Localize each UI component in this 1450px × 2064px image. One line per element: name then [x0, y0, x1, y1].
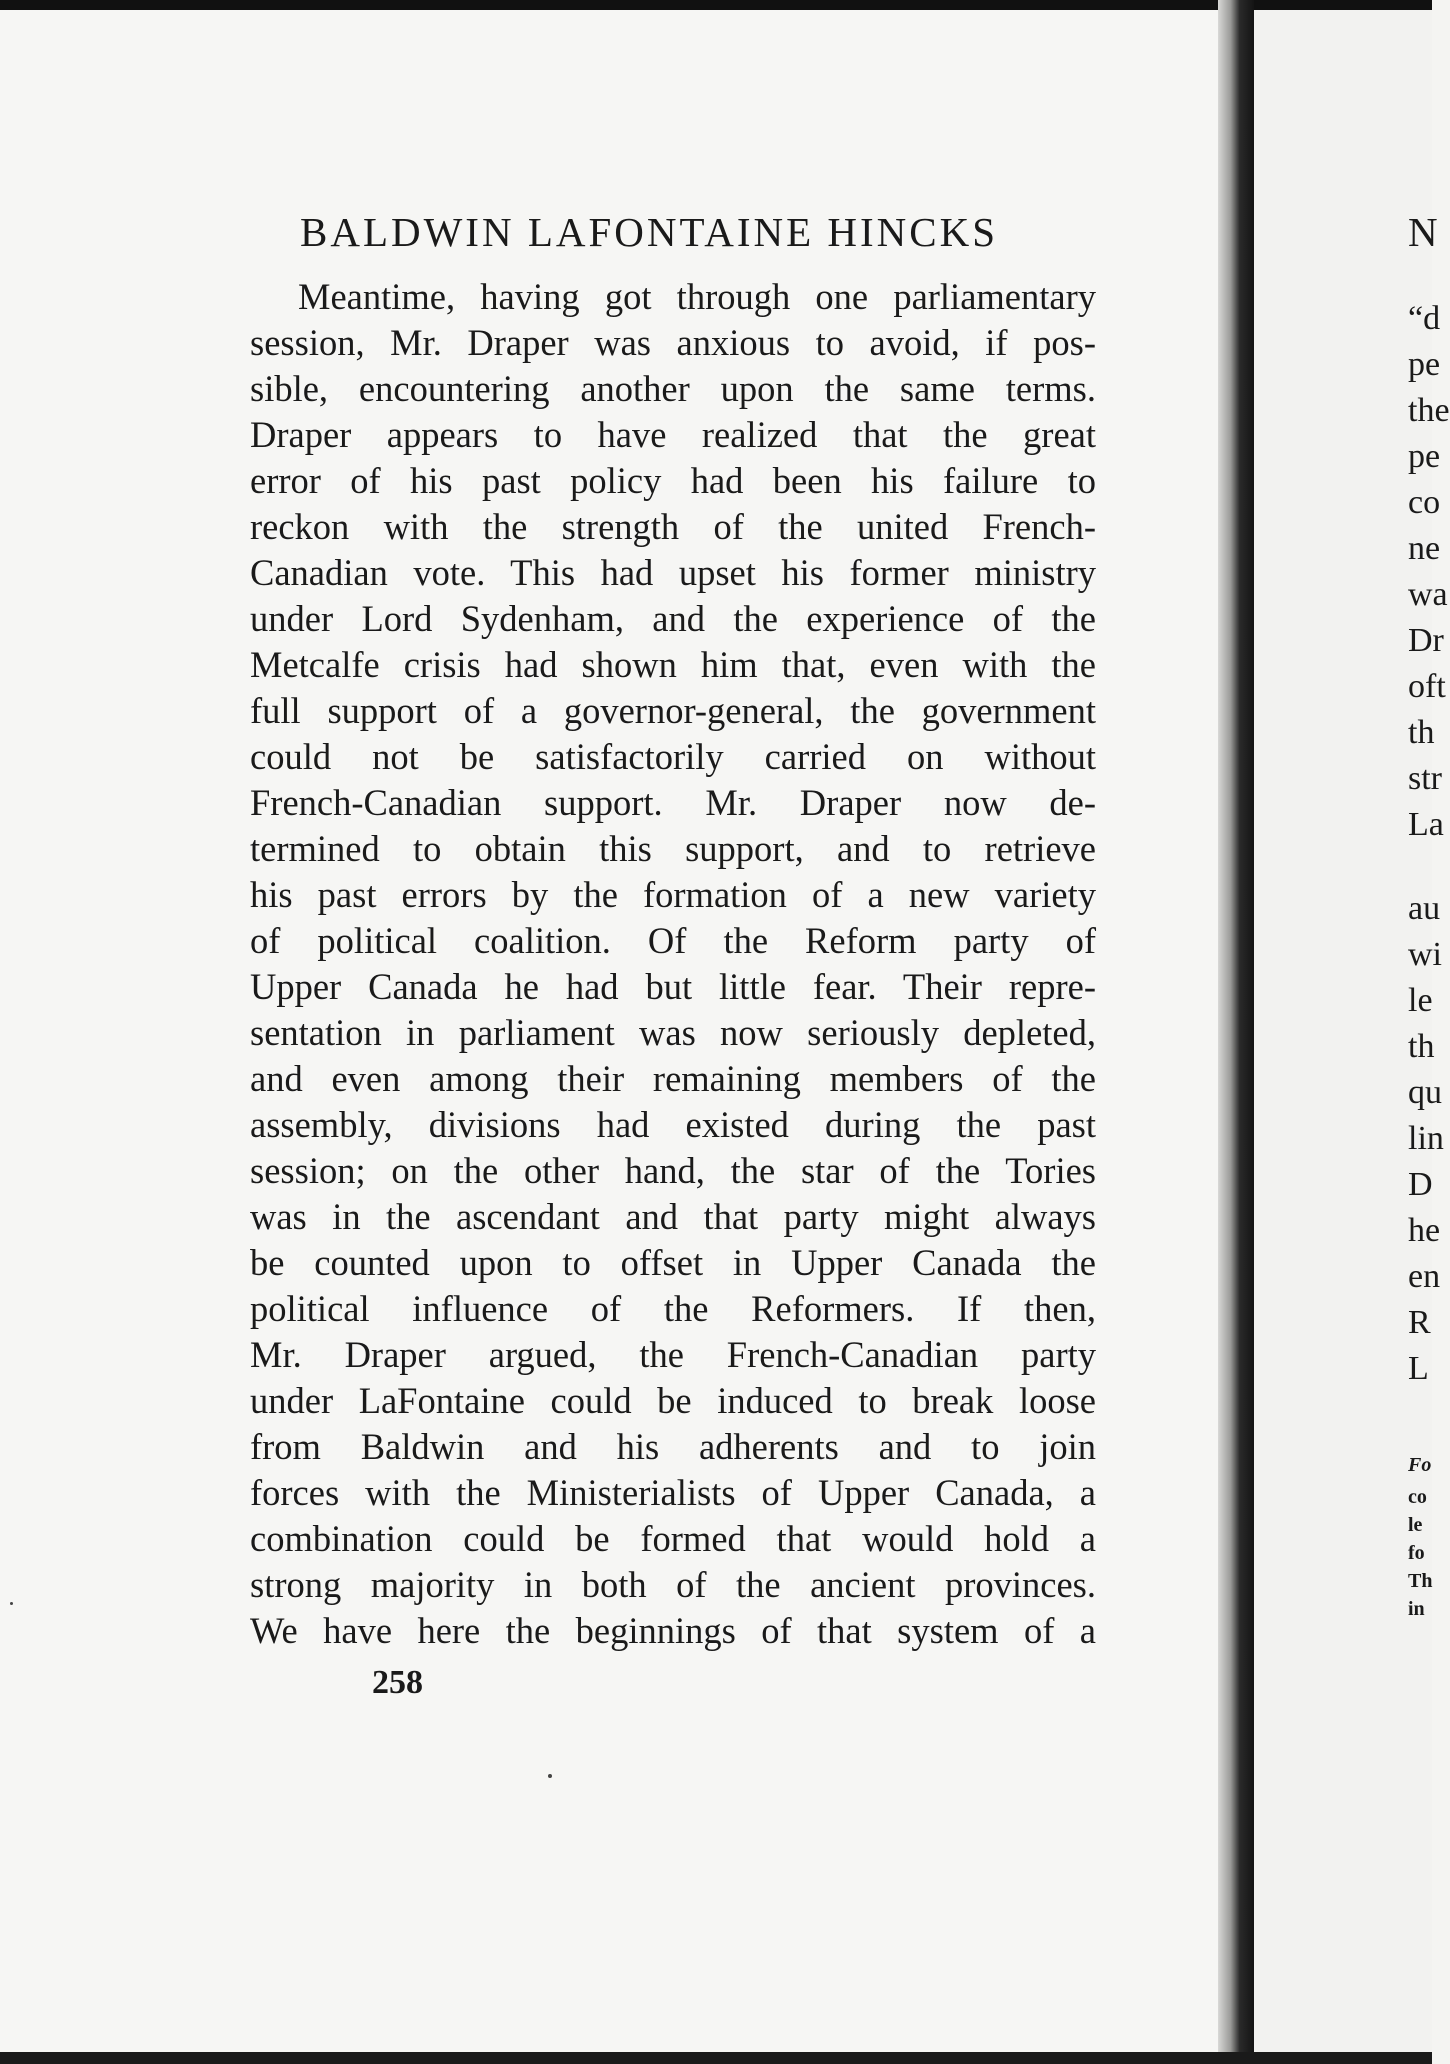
text-line: forces with the Ministerialists of Upper Canada, a [250, 1472, 1096, 1513]
text-line: of political coalition. Of the Reform party of [250, 920, 1096, 961]
text-line: political influence of the Reformers. If then, [250, 1288, 1096, 1329]
text-line: sentation in parliament was now seriously depleted, [250, 1012, 1096, 1053]
text-line: Draper appears to have realized that the great [250, 414, 1096, 455]
page-body-text [250, 274, 1096, 1654]
text-line: reckon with the strength of the united French- [250, 506, 1096, 547]
facing-footnote-fragment: le [1408, 1514, 1423, 1536]
facing-line-fragment: he [1408, 1212, 1441, 1249]
text-line: was in the ascendant and that party might always [250, 1196, 1096, 1237]
bottom-scan-border [0, 2052, 1432, 2064]
scan-speck [10, 1602, 13, 1605]
facing-line-fragment: La [1408, 806, 1444, 843]
text-line: Meantime, having got through one parliamentary [298, 276, 1096, 317]
text-line: strong majority in both of the ancient provinces. [250, 1564, 1096, 1605]
facing-line-fragment: “d [1408, 300, 1441, 337]
facing-line-fragment: pe [1408, 346, 1441, 383]
facing-line-fragment: th [1408, 714, 1435, 751]
text-line: error of his past policy had been his failure to [250, 460, 1096, 501]
text-line: under Lord Sydenham, and the experience of the [250, 598, 1096, 639]
facing-line-fragment: wa [1408, 576, 1448, 613]
text-line: could not be satisfactorily carried on without [250, 736, 1096, 777]
text-line: sible, encountering another upon the same terms. [250, 368, 1096, 409]
facing-line-fragment: le [1408, 982, 1433, 1019]
text-line: Upper Canada he had but little fear. Their repre- [250, 966, 1096, 1007]
facing-running-head: N [1408, 209, 1438, 255]
text-line: be counted upon to offset in Upper Canada the [250, 1242, 1096, 1283]
facing-line-fragment: L [1408, 1350, 1429, 1387]
text-line: termined to obtain this support, and to retrieve [250, 828, 1096, 869]
text-line: Canadian vote. This had upset his former ministry [250, 552, 1096, 593]
facing-line-fragment: qu [1408, 1074, 1442, 1111]
book-gutter [1218, 0, 1254, 2064]
scan-speck [548, 1774, 552, 1778]
running-head: BALDWIN LAFONTAINE HINCKS [300, 209, 999, 255]
facing-line-fragment: co [1408, 484, 1441, 521]
facing-line-fragment: str [1408, 760, 1442, 797]
facing-line-fragment: Dr [1408, 622, 1444, 659]
text-line: his past errors by the formation of a new variety [250, 874, 1096, 915]
facing-footnote-fragment: Fo [1408, 1454, 1432, 1476]
text-line: and even among their remaining members of the [250, 1058, 1096, 1099]
facing-line-fragment: R [1408, 1304, 1431, 1341]
facing-footnote-fragment: co [1408, 1486, 1427, 1508]
text-line: combination could be formed that would hold a [250, 1518, 1096, 1559]
facing-line-fragment: lin [1408, 1120, 1444, 1157]
facing-footnote-fragment: fo [1408, 1542, 1425, 1564]
facing-line-fragment: wi [1408, 936, 1442, 973]
facing-line-fragment: en [1408, 1258, 1441, 1295]
text-line: from Baldwin and his adherents and to join [250, 1426, 1096, 1467]
right-page [1254, 10, 1435, 2052]
facing-line-fragment: the [1408, 392, 1450, 429]
page-number: 258 [372, 1664, 423, 1701]
text-line: assembly, divisions had existed during the past [250, 1104, 1096, 1145]
facing-line-fragment: ne [1408, 530, 1441, 567]
text-line: Mr. Draper argued, the French-Canadian party [250, 1334, 1096, 1375]
facing-line-fragment: oft [1408, 668, 1446, 705]
facing-footnote-fragment: in [1408, 1598, 1425, 1620]
text-line: session; on the other hand, the star of the Tories [250, 1150, 1096, 1191]
facing-line-fragment: th [1408, 1028, 1435, 1065]
text-line: Metcalfe crisis had shown him that, even with the [250, 644, 1096, 685]
facing-footnote-fragment: Th [1408, 1570, 1433, 1592]
text-line: full support of a governor-general, the government [250, 690, 1096, 731]
facing-line-fragment: au [1408, 890, 1441, 927]
text-line: We have here the beginnings of that system of a [250, 1610, 1096, 1651]
text-line: under LaFontaine could be induced to break loose [250, 1380, 1096, 1421]
facing-line-fragment: pe [1408, 438, 1441, 475]
text-line: French-Canadian support. Mr. Draper now de- [250, 782, 1096, 823]
facing-line-fragment: D [1408, 1166, 1433, 1203]
text-line: session, Mr. Draper was anxious to avoid, if pos- [250, 322, 1096, 363]
